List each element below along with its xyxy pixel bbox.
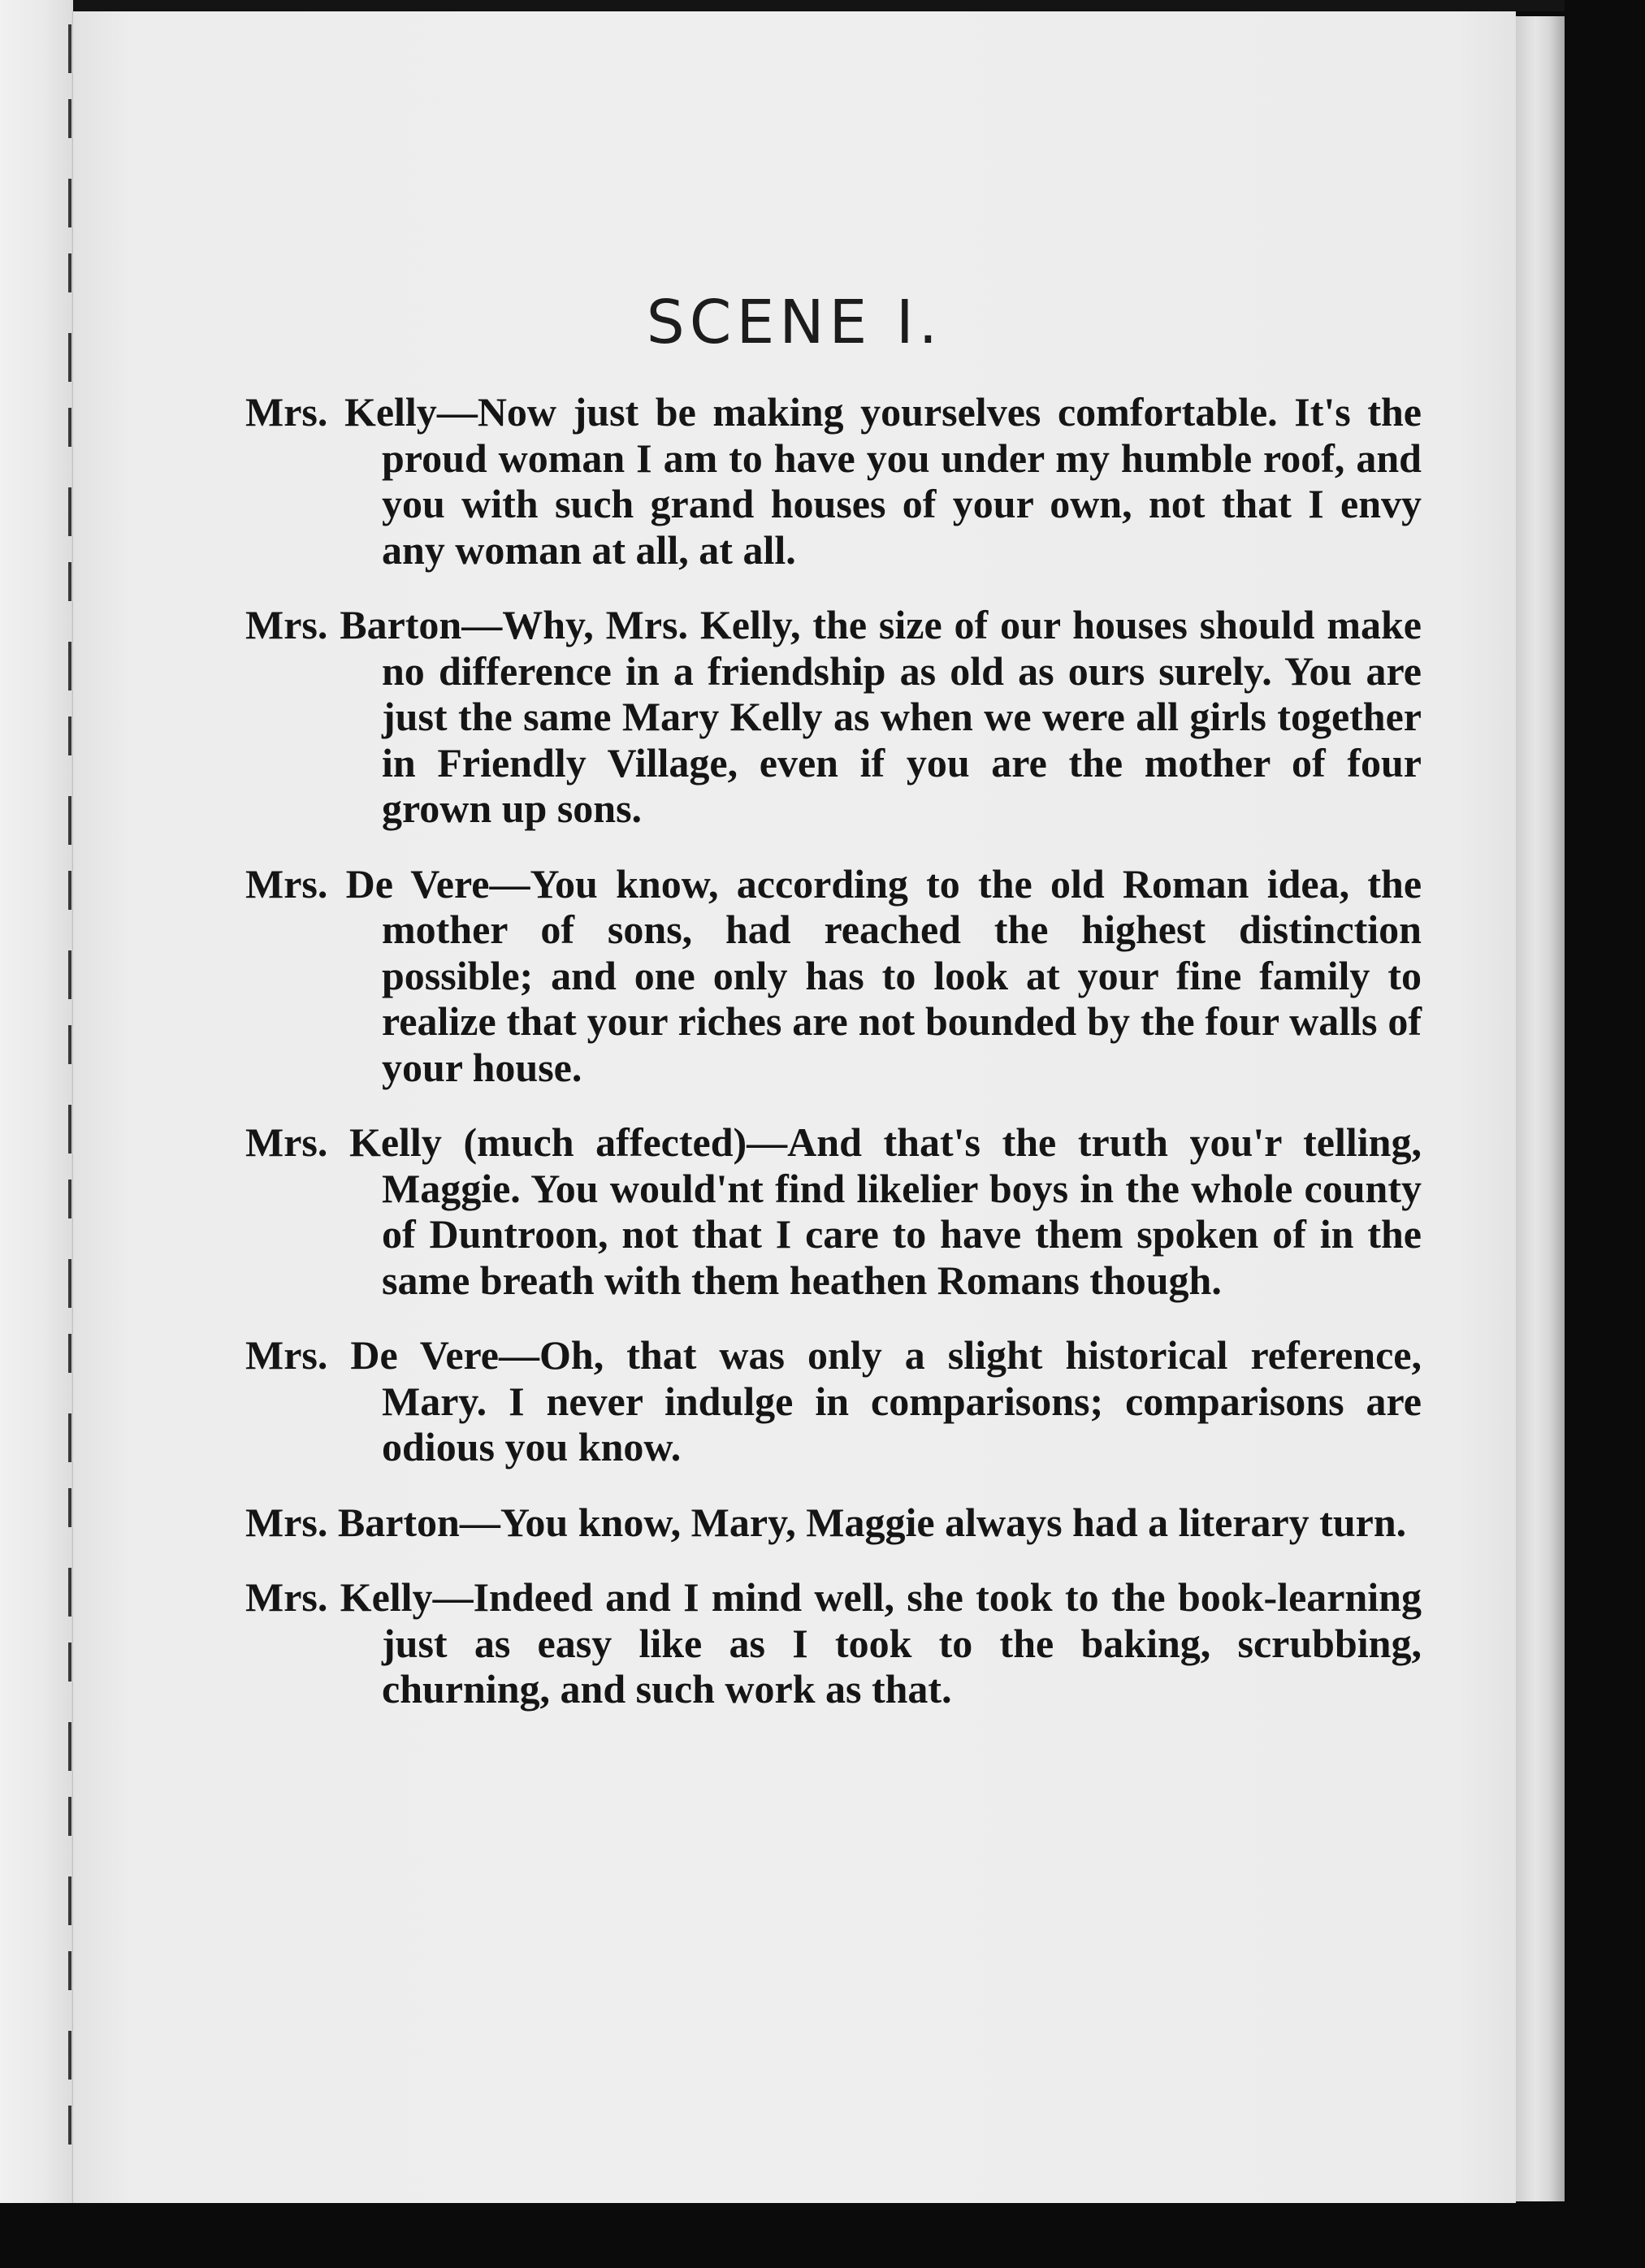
speech-text: —Oh, that was only a slight historical reference, Mary. I never indulge in comparisons; comparisons are odious you know. (382, 1332, 1422, 1469)
speech-text: —You know, Mary, Maggie always had a literary turn. (459, 1499, 1407, 1545)
page-edge (1516, 16, 1565, 2201)
speech-text: —Indeed and I mind well, she took to the book-learning just as easy like as I took to the baking, scrubbing, churning, and such work as that. (382, 1574, 1422, 1712)
speaker-name: Mrs. Kelly (245, 389, 437, 435)
speaker-name: Mrs. Barton (245, 1499, 460, 1545)
gutter-rule (68, 24, 71, 2153)
speech-mrs-de-vere-1 (245, 861, 1422, 1091)
speaker-name: Mrs. Kelly (245, 1119, 442, 1165)
left-page-margin (0, 0, 73, 2268)
scan-bottom-border (0, 2203, 1645, 2268)
speaker-name: Mrs. De Vere (245, 860, 490, 907)
speech-mrs-barton-1 (245, 602, 1422, 832)
scene-heading: SCENE I. (646, 288, 943, 357)
speech-text: —You know, according to the old Roman idea, the mother of sons, had reached the highest distinction possible; and one only has to look at your fine family to realize that your riches are not bounded by the four walls of your house. (382, 860, 1422, 1090)
scan-top-border (0, 0, 1645, 11)
speech-text: —Why, Mrs. Kelly, the size of our houses should make no difference in a friendship as old as ours surely. You are just the same Mary Kelly as when we were all girls together in Friendly Village, even if you are the mother of four grown up sons. (382, 602, 1422, 831)
speaker-name: Mrs. De Vere (245, 1332, 500, 1378)
speech-mrs-de-vere-2 (245, 1332, 1422, 1470)
dialogue-block (245, 389, 1422, 1742)
speech-mrs-kelly-3 (245, 1574, 1422, 1712)
speech-text: —Now just be making yourselves comfortable. It's the proud woman I am to have you under my humble roof, and you with such grand houses of your own, not that I envy any woman at all, at all. (382, 389, 1422, 573)
scan-right-border (1565, 0, 1645, 2268)
speech-mrs-kelly-1 (245, 389, 1422, 573)
speaker-name: Mrs. Kelly (245, 1574, 433, 1620)
speech-mrs-kelly-2 (245, 1119, 1422, 1303)
speech-text: (much affected)—And that's the truth you'r telling, Maggie. You would'nt find likelier boys in the whole county of Duntroon, not that I care to have them spoken of in the same breath with them heathen Romans though. (382, 1119, 1422, 1303)
speaker-name: Mrs. Barton (245, 602, 462, 647)
speech-mrs-barton-2 (245, 1500, 1422, 1546)
book-page (73, 11, 1516, 2205)
